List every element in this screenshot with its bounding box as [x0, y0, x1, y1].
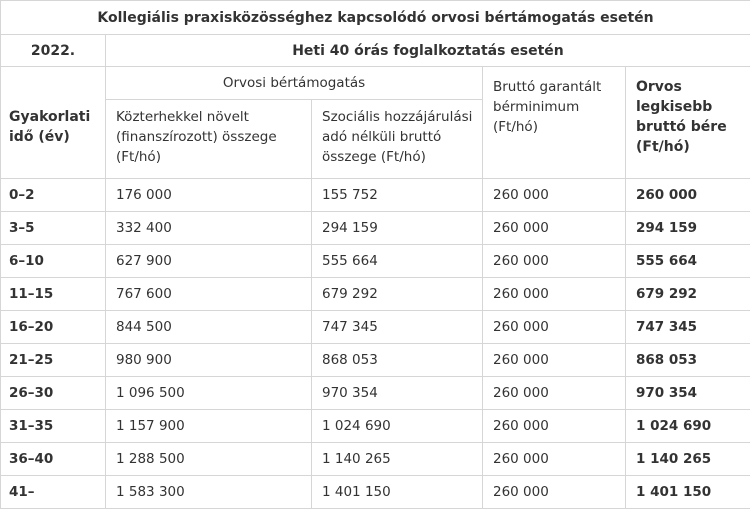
- min-wage-cell: 260 000: [483, 410, 626, 443]
- public-burden-cell: 1 096 500: [106, 377, 312, 410]
- range-cell: 11–15: [1, 278, 106, 311]
- table-row: [1, 311, 750, 344]
- year-cell: 2022.: [1, 35, 106, 67]
- min-wage-cell: 260 000: [483, 443, 626, 476]
- title-row: [1, 1, 750, 35]
- range-cell: 6–10: [1, 245, 106, 278]
- range-cell: 16–20: [1, 311, 106, 344]
- table-row: [1, 344, 750, 377]
- doctor-min-cell: 970 354: [626, 377, 750, 410]
- gross-cell: 868 053: [312, 344, 483, 377]
- min-wage-cell: 260 000: [483, 476, 626, 509]
- doctor-min-cell: 1 140 265: [626, 443, 750, 476]
- range-cell: 21–25: [1, 344, 106, 377]
- doctor-min-cell: 868 053: [626, 344, 750, 377]
- gross-cell: 155 752: [312, 179, 483, 212]
- table-body: [1, 179, 750, 509]
- table-row: [1, 212, 750, 245]
- min-wage-header: Bruttó garantált bérminimum (Ft/hó): [483, 67, 626, 179]
- min-wage-cell: 260 000: [483, 212, 626, 245]
- range-cell: 3–5: [1, 212, 106, 245]
- header-row-1: [1, 35, 750, 67]
- min-wage-cell: 260 000: [483, 278, 626, 311]
- range-cell: 36–40: [1, 443, 106, 476]
- public-burden-cell: 627 900: [106, 245, 312, 278]
- experience-header: Gyakorlati idő (év): [1, 67, 106, 179]
- doctor-min-cell: 1 024 690: [626, 410, 750, 443]
- gross-cell: 970 354: [312, 377, 483, 410]
- table-row: [1, 443, 750, 476]
- range-cell: 31–35: [1, 410, 106, 443]
- doctor-min-cell: 679 292: [626, 278, 750, 311]
- doctor-min-cell: 260 000: [626, 179, 750, 212]
- range-cell: 0–2: [1, 179, 106, 212]
- public-burden-cell: 1 157 900: [106, 410, 312, 443]
- min-wage-cell: 260 000: [483, 344, 626, 377]
- gross-header: Szociális hozzájárulási adó nélküli bruttó összege (Ft/hó): [312, 100, 483, 179]
- employment-header: Heti 40 órás foglalkoztatás esetén: [106, 35, 750, 67]
- gross-cell: 555 664: [312, 245, 483, 278]
- doctor-min-cell: 294 159: [626, 212, 750, 245]
- table-row: [1, 245, 750, 278]
- min-wage-cell: 260 000: [483, 179, 626, 212]
- table-row: [1, 179, 750, 212]
- table-row: [1, 410, 750, 443]
- support-group-header: Orvosi bértámogatás: [106, 67, 483, 100]
- table-row: [1, 476, 750, 509]
- table-row: [1, 377, 750, 410]
- public-burden-cell: 767 600: [106, 278, 312, 311]
- doctor-min-header: Orvos legkisebb bruttó bére (Ft/hó): [626, 67, 750, 179]
- public-burden-cell: 844 500: [106, 311, 312, 344]
- public-burden-cell: 332 400: [106, 212, 312, 245]
- public-burden-cell: 1 583 300: [106, 476, 312, 509]
- header-row-2: [1, 67, 750, 100]
- table-row: [1, 278, 750, 311]
- min-wage-cell: 260 000: [483, 377, 626, 410]
- gross-cell: 1 024 690: [312, 410, 483, 443]
- min-wage-cell: 260 000: [483, 245, 626, 278]
- doctor-min-cell: 747 345: [626, 311, 750, 344]
- gross-cell: 1 140 265: [312, 443, 483, 476]
- min-wage-cell: 260 000: [483, 311, 626, 344]
- gross-cell: 294 159: [312, 212, 483, 245]
- gross-cell: 679 292: [312, 278, 483, 311]
- doctor-min-cell: 555 664: [626, 245, 750, 278]
- public-burden-cell: 1 288 500: [106, 443, 312, 476]
- public-burden-header: Közterhekkel növelt (finanszírozott) összege (Ft/hó): [106, 100, 312, 179]
- gross-cell: 747 345: [312, 311, 483, 344]
- range-cell: 41–: [1, 476, 106, 509]
- doctor-min-cell: 1 401 150: [626, 476, 750, 509]
- range-cell: 26–30: [1, 377, 106, 410]
- gross-cell: 1 401 150: [312, 476, 483, 509]
- table-title: Kollegiális praxisközösséghez kapcsolódó orvosi bértámogatás esetén: [1, 1, 750, 35]
- public-burden-cell: 176 000: [106, 179, 312, 212]
- public-burden-cell: 980 900: [106, 344, 312, 377]
